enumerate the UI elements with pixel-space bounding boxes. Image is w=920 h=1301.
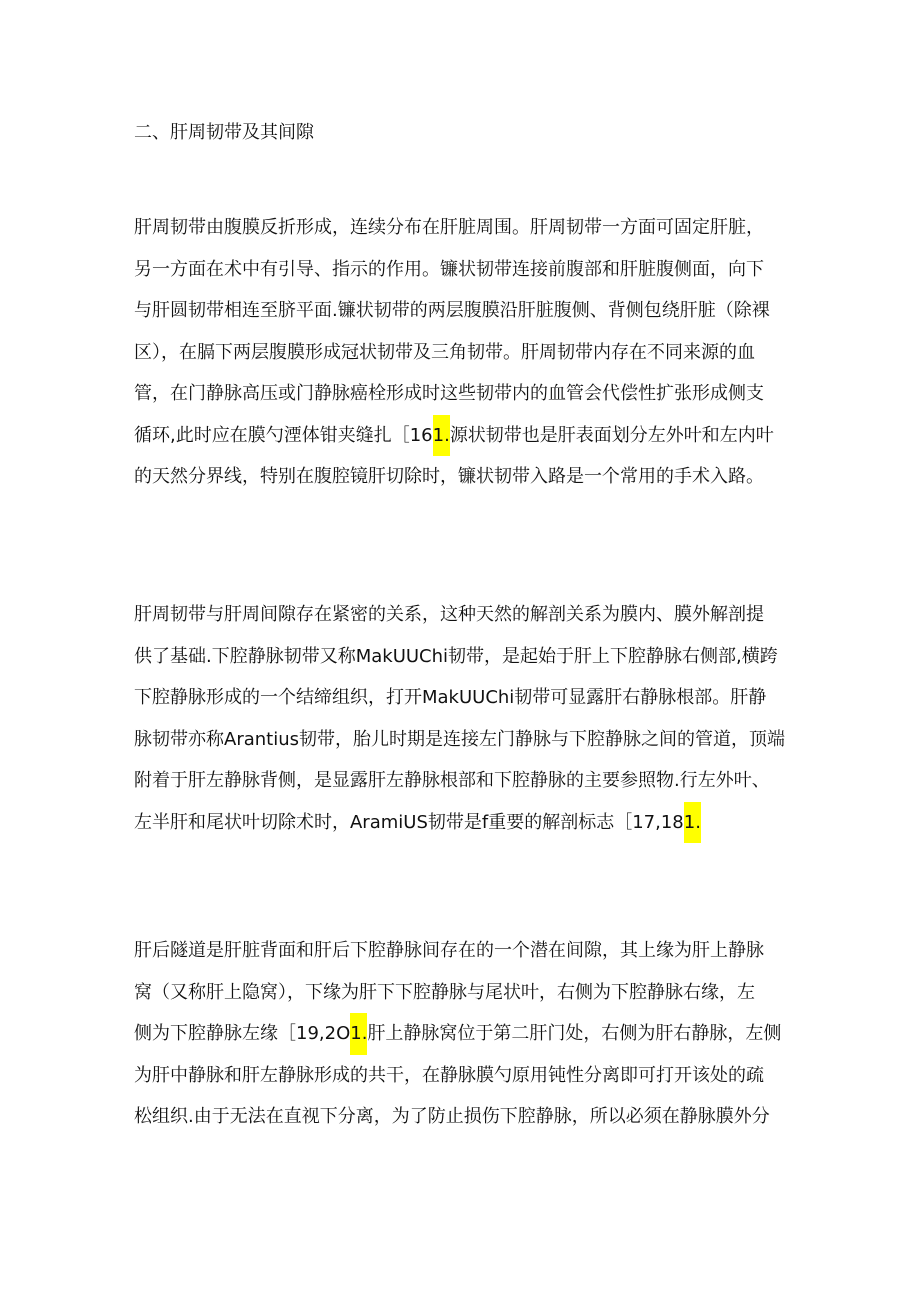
highlighted-citation: 1.	[684, 802, 701, 844]
paragraph-spaces	[134, 594, 804, 843]
text-line: 另一方面在术中有引导、指示的作用。镰状韧带连接前腹部和肝脏腹侧面，向下	[134, 258, 764, 280]
text-line: 肝后隧道是肝脏背面和肝后下腔静脉间存在的一个潜在间隙，其上缘为肝上静脉	[134, 940, 764, 961]
text-line-with-citation	[134, 802, 804, 844]
text-line: 为肝中静脉和肝左静脉形成的共干，在静脉膜勺原用钝性分离即可打开该处的疏	[134, 1064, 764, 1086]
text-line: 的天然分界线，特别在腹腔镜肝切除时，镰状韧带入路是一个常用的手术入路。	[134, 466, 764, 487]
text-line-with-citation	[134, 415, 804, 457]
text-line: 脉韧带亦称Arantius韧带，胎儿时期是连接左门静脉与下腔静脉之间的管道，顶端	[134, 728, 785, 750]
text-line: 附着于肝左静脉背侧，是显露肝左静脉根部和下腔静脉的主要参照物.行左外叶、	[134, 770, 770, 791]
text-line-with-citation	[134, 1013, 804, 1055]
paragraph-ligaments	[134, 207, 804, 498]
text-line: 松组织.由于无法在直视下分离，为了防止损伤下腔静脉，所以必须在静脉膜外分	[134, 1106, 770, 1127]
text-segment: 肝上静脉窝位于第二肝门处，右侧为肝右静脉，左侧	[367, 1023, 782, 1044]
section-heading: 二、肝周韧带及其间隙	[134, 122, 314, 143]
text-segment: 源状韧带也是肝表面划分左外叶和左内叶	[449, 424, 774, 446]
text-line: 窝（又称肝上隐窝），下缘为肝下下腔静脉与尾状叶，右侧为下腔静脉右缘，左	[134, 981, 755, 1003]
paragraph-retrohepatic-tunnel	[134, 930, 804, 1138]
text-line: 下腔静脉形成的一个结缔组织，打开MakUUChi韧带可显露肝右静脉根部。肝静	[134, 687, 767, 708]
text-line: 与肝圆韧带相连至脐平面.镰状韧带的两层腹膜沿肝脏腹侧、背侧包绕肝脏（除裸	[134, 300, 770, 321]
text-segment: 侧为下腔静脉左缘［19,2O	[134, 1023, 351, 1044]
highlighted-citation: 1.	[350, 1013, 367, 1055]
text-segment: 左半肝和尾状叶切除术时，AramiUS韧带是f重要的解剖标志［17,18	[134, 811, 684, 833]
text-line: 肝周韧带由腹膜反折形成，连续分布在肝脏周围。肝周韧带一方面可固定肝脏，	[134, 217, 764, 238]
highlighted-citation: 1.	[433, 415, 450, 457]
text-segment: 循环,此时应在膜勺湮体钳夹缝扎［16	[134, 424, 433, 446]
text-line: 供了基础.下腔静脉韧带又称MakUUChi韧带，是起始于肝上下腔静脉右侧部,横跨	[134, 645, 778, 667]
text-line: 管，在门静脉高压或门静脉癌栓形成时这些韧带内的血管会代偿性扩张形成侧支	[134, 383, 764, 404]
text-line: 区），在膈下两层腹膜形成冠状韧带及三角韧带。肝周韧带内存在不同来源的血	[134, 341, 755, 363]
text-line: 肝周韧带与肝周间隙存在紧密的关系，这种天然的解剖关系为膜内、膜外解剖提	[134, 604, 764, 625]
